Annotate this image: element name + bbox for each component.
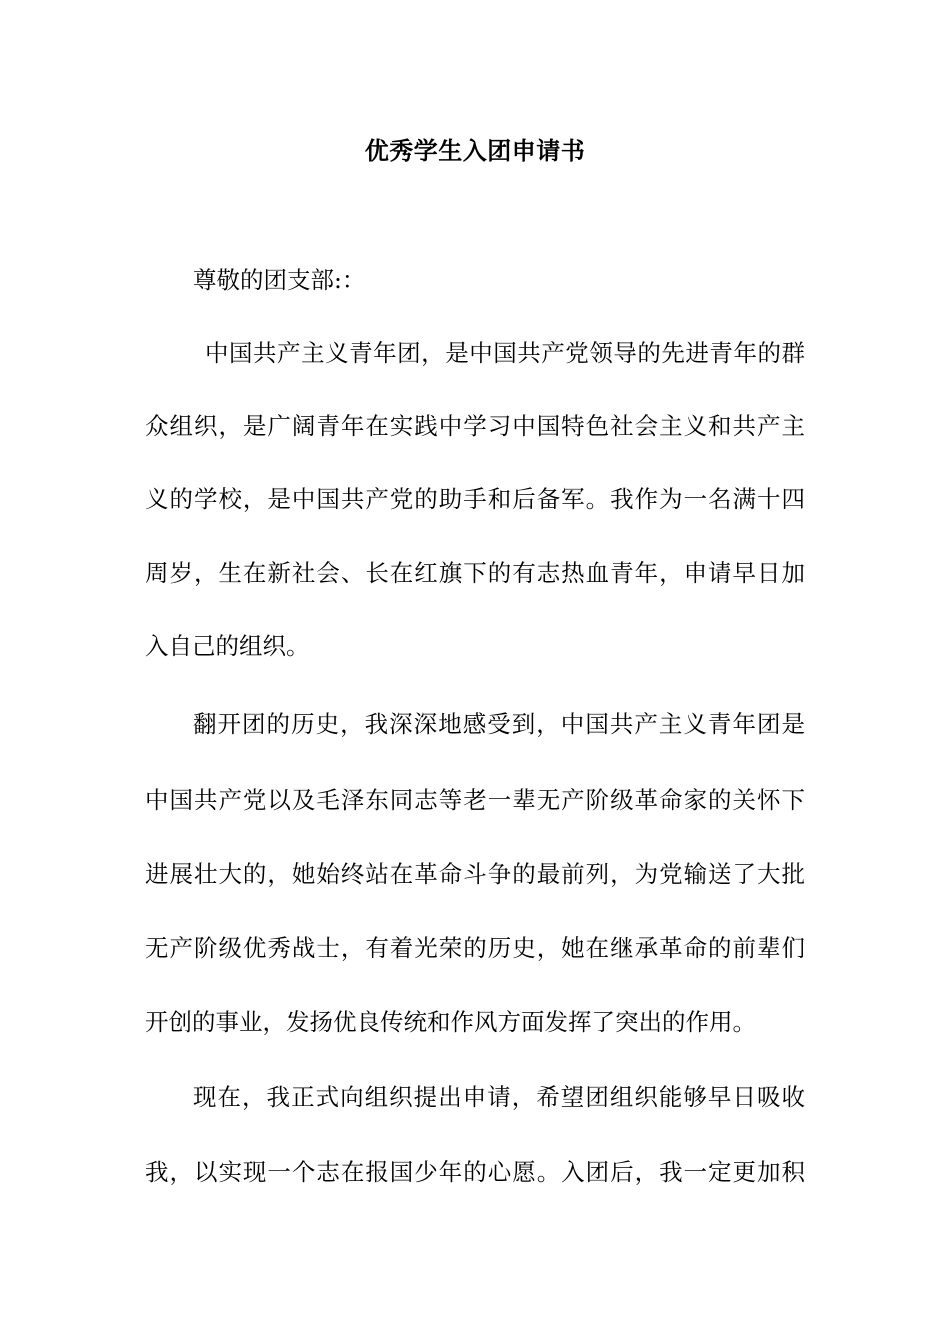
paragraph-line: 众组织，是广阔青年在实践中学习中国特色社会主义和共产主 [145, 412, 805, 440]
document-title: 优秀学生入团申请书 [364, 137, 586, 165]
paragraph-line: 义的学校，是中国共产党的助手和后备军。我作为一名满十四 [145, 485, 805, 513]
paragraph-line: 翻开团的历史，我深深地感受到，中国共产主义青年团是 [193, 710, 805, 738]
paragraph-line: 周岁，生在新社会、长在红旗下的有志热血青年，申请早日加 [145, 559, 805, 587]
paragraph-line: 中国共产党以及毛泽东同志等老一辈无产阶级革命家的关怀下 [145, 786, 805, 814]
paragraph-line: 我，以实现一个志在报国少年的心愿。入团后，我一定更加积 [145, 1158, 805, 1186]
paragraph-line: 现在，我正式向组织提出申请，希望团组织能够早日吸收 [193, 1083, 805, 1111]
paragraph-line: 开创的事业，发扬优良传统和作风方面发挥了突出的作用。 [145, 1008, 756, 1036]
paragraph-line: 无产阶级优秀战士，有着光荣的历史，她在继承革命的前辈们 [145, 934, 805, 962]
paragraph-line: 中国共产主义青年团，是中国共产党领导的先进青年的群 [205, 339, 805, 367]
paragraph-line: 进展壮大的，她始终站在革命斗争的最前列，为党输送了大批 [145, 860, 805, 888]
paragraph-line: 入自己的组织。 [145, 632, 310, 660]
salutation: 尊敬的团支部:： [193, 266, 366, 294]
